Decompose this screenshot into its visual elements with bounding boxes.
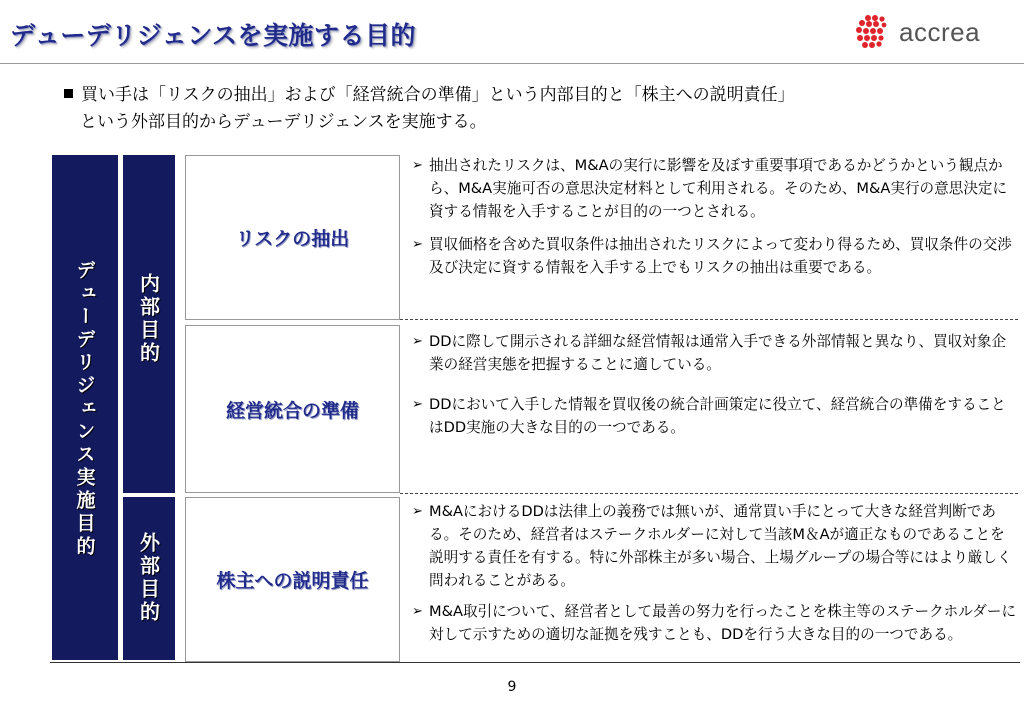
dd-purpose-vertical-label [52,155,118,660]
arrow-bullet-icon: ➢ [412,397,423,412]
arrow-bullet-icon: ➢ [412,604,423,619]
intro-line-1-text: 買い手は「リスクの抽出」および「経営統合の準備」という内部目的と「株主への説明責任」 [81,85,795,105]
company-logo [855,14,1005,54]
arrow-bullet-icon: ➢ [412,504,423,519]
external-purpose-label [123,497,175,660]
intro-line-1 [64,82,1014,109]
list-item [412,600,1018,646]
list-item-text: M&A取引について、経営者として最善の努力を行ったことを株主等のステークホルダーに対して示すための適切な証拠を残すことも、DDを行う大きな目的の一つである。 [429,603,1017,643]
risk-extraction-description [412,154,1018,279]
square-bullet-icon [64,89,73,98]
external-purpose-text: 外部目的 [136,532,161,624]
dotted-circle-logo-icon [855,14,891,50]
section-divider [400,319,1018,320]
list-item [412,330,1018,376]
arrow-bullet-icon: ➢ [412,237,423,252]
list-item [412,500,1018,592]
list-item-text: M&AにおけるDDは法律上の義務では無いが、通常買い手にとって大きな経営判断である。そのため、経営者はステークホルダーに対して当該M＆Aが適正なものであることを説明する責任を有する。特に外部株主が多い場合、上場グループの場合等にはより厳しく問われることがある。 [429,503,1012,589]
title-divider [0,63,1024,64]
list-item-text: DDにおいて入手した情報を買収後の統合計画策定に役立て、経営統合の準備をすることはDD実施の大きな目的の一つである。 [429,396,1006,436]
topic-label: 経営統合の準備 [225,399,359,422]
topic-label: 株主への説明責任 [216,570,369,592]
internal-purpose-label [123,155,175,493]
page-number: 9 [507,679,517,695]
shareholder-accountability-description [412,500,1018,646]
logo-text: accrea [899,17,981,47]
section-divider [400,493,1018,494]
footer-divider [50,662,1020,663]
dd-purpose-label-text: デューデリジェンス実施目的 [73,260,96,559]
internal-purpose-text: 内部目的 [136,273,161,365]
list-item-text: 買収価格を含めた買収条件は抽出されたリスクによって変わり得るため、買収条件の交渉及び決定に資する情報を入手する上でもリスクの抽出は重要である。 [429,236,1012,276]
list-item [412,393,1018,439]
list-item-text: DDに際して開示される詳細な経営情報は通常入手できる外部情報と異なり、買収対象企業の経営実態を把握することに適している。 [429,333,1007,373]
intro-text [64,82,1014,136]
intro-line-2: という外部目的からデューデリジェンスを実施する。 [80,112,487,132]
arrow-bullet-icon: ➢ [412,158,423,173]
list-item-text: 抽出されたリスクは、M&Aの実行に影響を及ぼす重要事項であるかどうかという観点から、M&A実施可否の意思決定材料として利用される。そのため、M&A実行の意思決定に資する情報を入手することが目的の一つとされる。 [429,157,1008,220]
arrow-bullet-icon: ➢ [412,334,423,349]
list-item [412,154,1018,223]
topic-integration-preparation [185,325,400,493]
integration-preparation-description [412,330,1018,439]
list-item [412,233,1018,279]
topic-risk-extraction [185,155,400,320]
page-title: デューデリジェンスを実施する目的 [10,21,417,50]
topic-shareholder-accountability [185,497,400,662]
topic-label: リスクの抽出 [235,228,350,250]
